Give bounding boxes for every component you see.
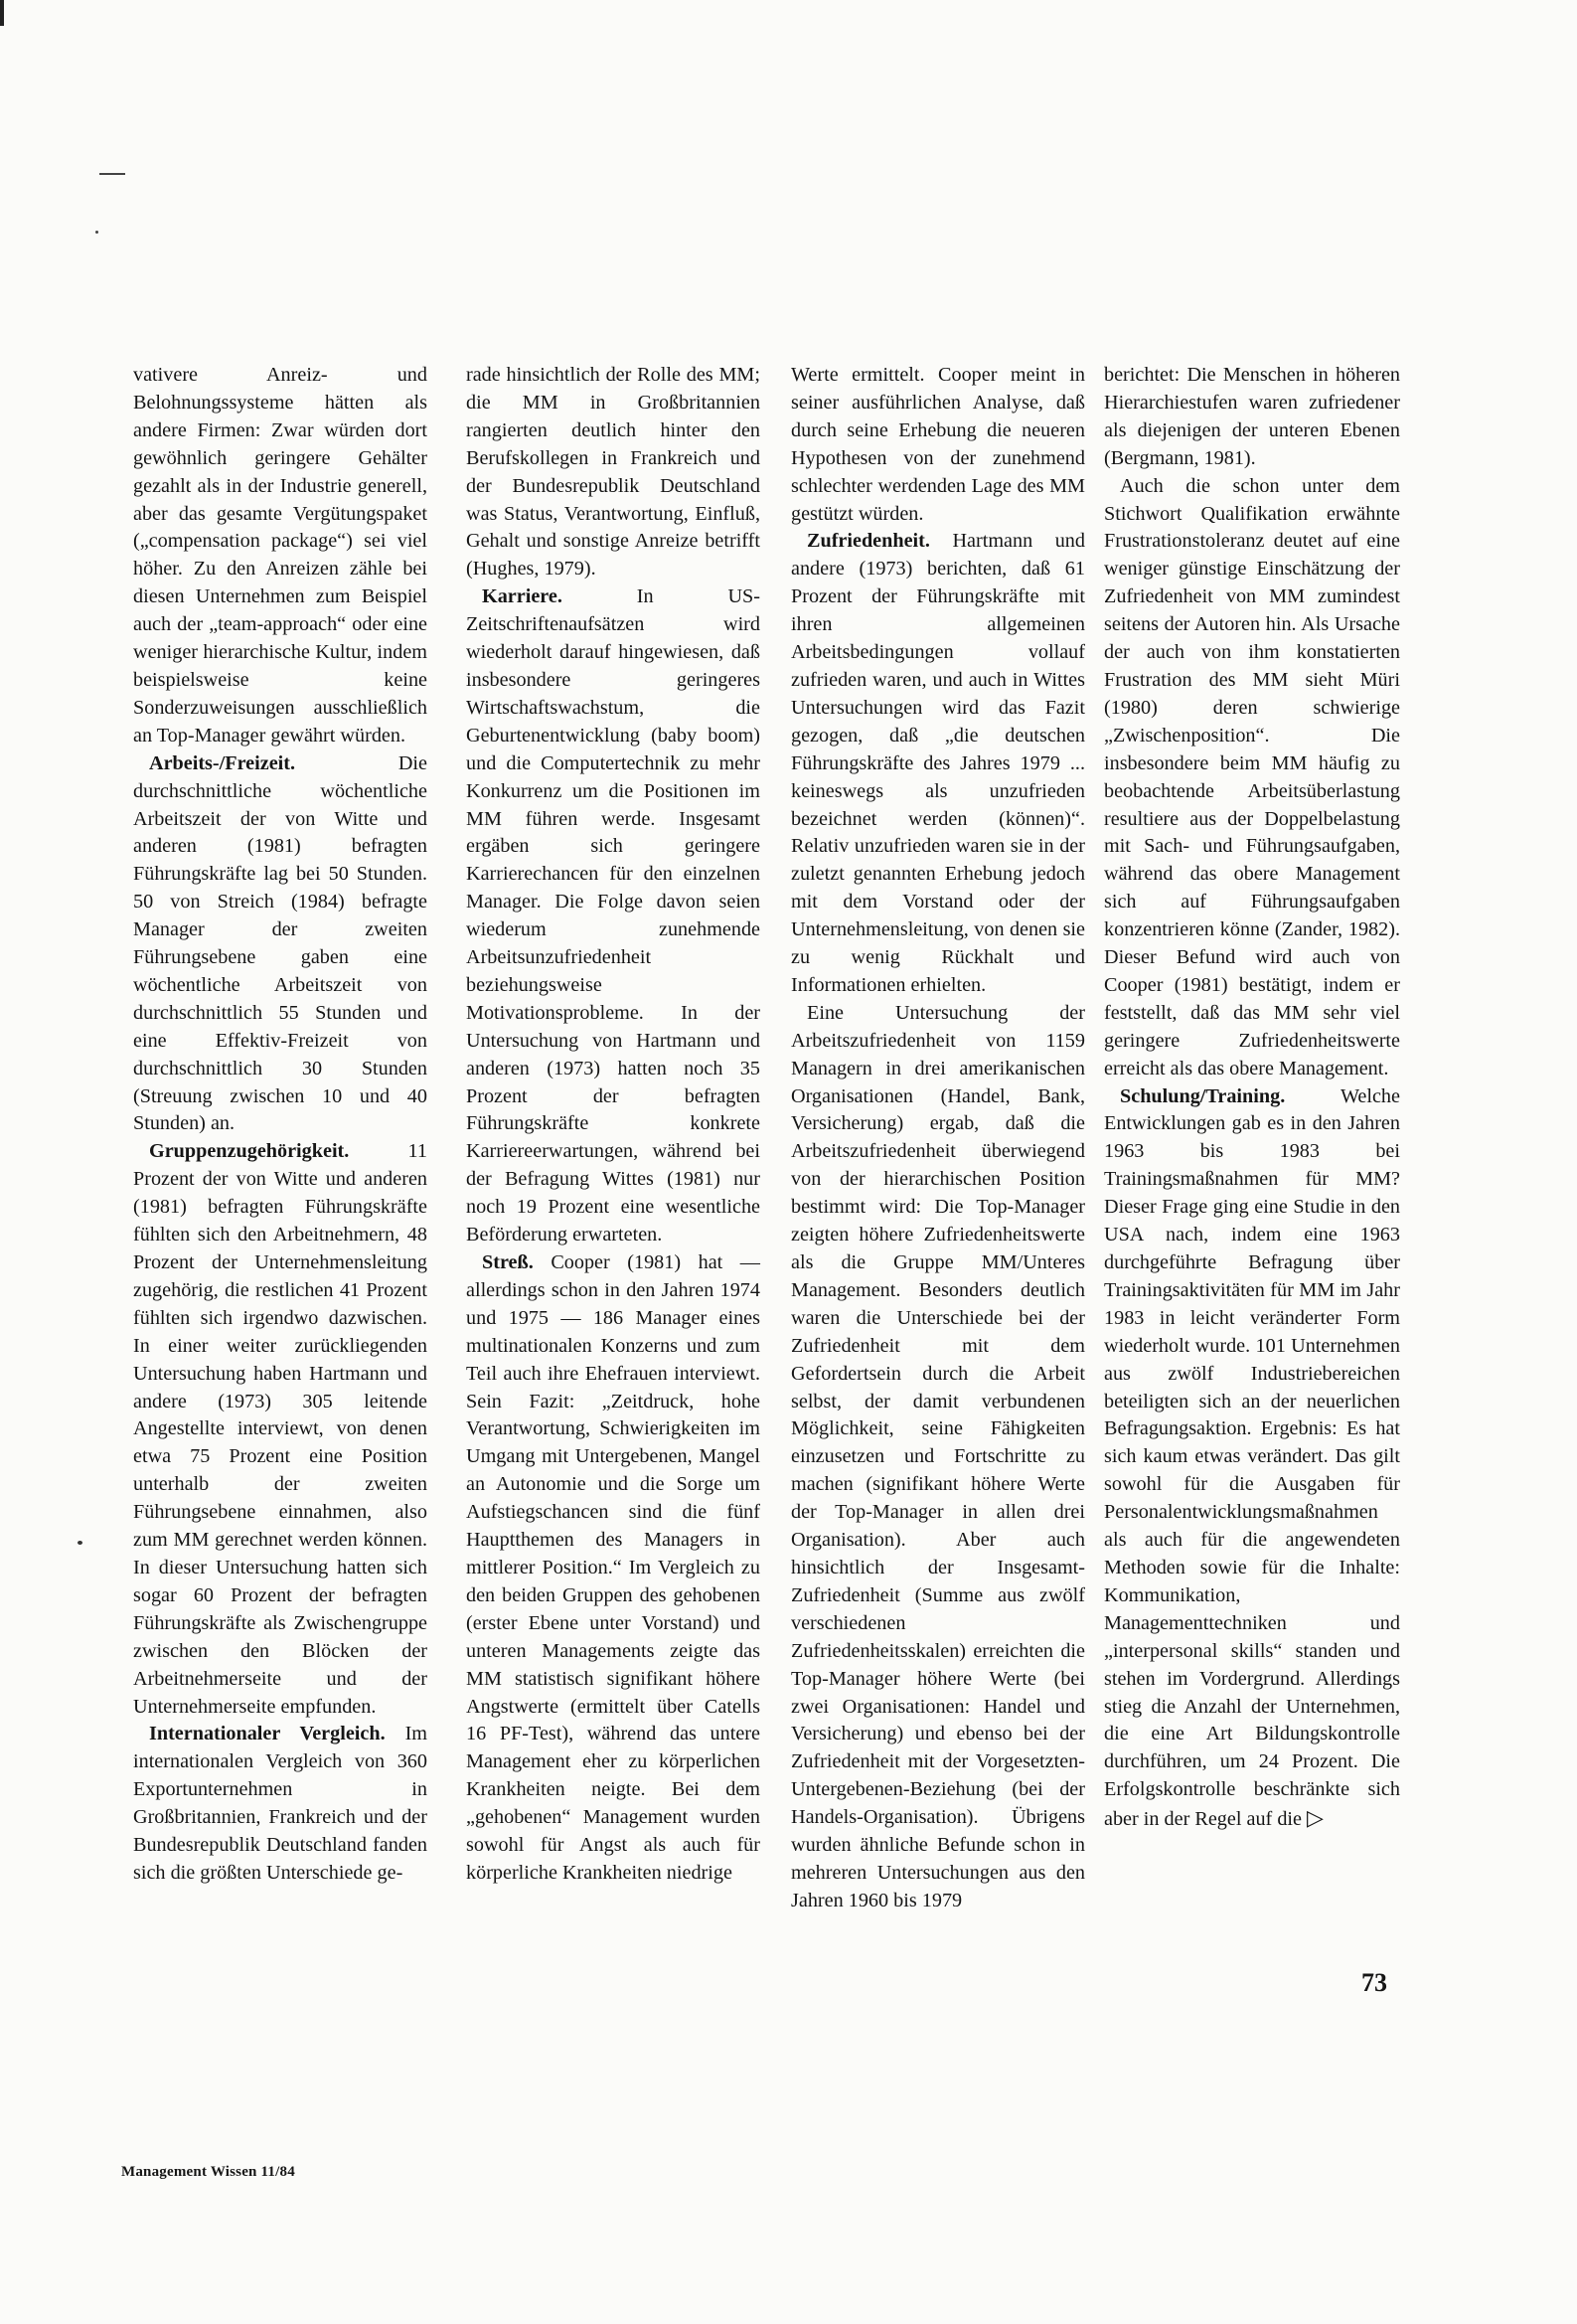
section-heading-gruppenzugehoerigkeit: Gruppenzugehörigkeit. — [149, 1140, 350, 1163]
scan-edge-mark — [0, 0, 4, 26]
text-column-3 — [791, 362, 1085, 1915]
scan-dot-mark — [95, 231, 98, 234]
section-heading-karriere: Karriere. — [482, 585, 562, 608]
paragraph: Eine Untersuchung der Arbeitszufriedenheit von 1159 Managern in drei amerikanischen Organisationen (Handel, Bank, Versicherung) ergab, daß die Arbeitszufriedenheit überwiegend von der hierarchischen Position bestimmt wird: Die Top-Manager zeigten höhere Zufriedenheitswerte als die Gruppe MM/Unteres Management. Besonders deutlich waren die Unterschiede bei der Zufriedenheit mit dem Gefordertsein durch die Arbeit selbst, der damit verbundenen Möglichkeit, seine Fähigkeiten einzusetzen und Fortschritte zu machen (signifikant höhere Werte der Top-Manager in allen drei Organisation). Aber auch hinsichtlich der Insgesamt-Zufriedenheit (Summe aus zwölf verschiedenen Zufriedenheitsskalen) erreichten die Top-Manager höhere Werte (bei zwei Organisationen: Handel und Versicherung) und ebenso bei der Zufriedenheit mit der Vorgesetzten-Untergebenen-Beziehung (bei der Handels-Organisation). Übrigens wurden ähnliche Befunde schon in mehreren Untersuchungen aus den Jahren 1960 bis 1979 — [791, 1001, 1085, 1911]
scan-dot-mark-margin — [78, 1541, 82, 1545]
paragraph — [791, 528, 1085, 999]
section-heading-schulung-training: Schulung/Training. — [1120, 1084, 1286, 1107]
paragraph: Auch die schon unter dem Stichwort Qualifikation erwähnte Frustrationstoleranz deutet auf eine weniger günstige Einschätzung der Zufriedenheit von MM zumindest seitens der Autoren hin. Als Ursache der auch von ihm konstatierten Frustration des MM sieht Müri (1980) deren schwierige „Zwischenposition“. Die insbesondere beim MM häufig zu beobachtende Arbeitsüberlastung resultiere aus der Doppelbelastung mit Sach- und Führungsaufgaben, während das obere Management sich auf Führungsaufgaben konzentrieren könne (Zander, 1982). Dieser Befund wird auch von Cooper (1981) bestätigt, indem er feststellt, daß das MM sehr viel geringere Zufriedenheitswerte erreicht als das obere Management. — [1104, 474, 1400, 1079]
paragraph: berichtet: Die Menschen in höheren Hierarchiestufen waren zufriedener als diejenigen der unteren Ebenen (Bergmann, 1981). — [1104, 364, 1400, 469]
paragraph — [466, 1249, 760, 1888]
scan-dash-mark — [99, 173, 125, 175]
text-column-4 — [1104, 362, 1400, 1834]
footer-publication: Management Wissen 11/84 — [121, 2164, 295, 2180]
paragraph-text: Cooper (1981) hat — allerdings schon in den Jahren 1974 und 1975 — 186 Manager eines multinationalen Konzerns und zum Teil auch ihre Ehefrauen interviewt. Sein Fazit: „Zeitdruck, hohe Verantwortung, Schwierigkeiten im Umgang mit Untergebenen, Mangel an Autonomie und die Sorge um Aufstiegschancen sind die fünf Hauptthemen des Managers in mittlerer Position.“ Im Vergleich zu den beiden Gruppen des gehobenen (erster Ebene unter Vorstand) und unteren Managements zeigte das MM statistisch signifikant höhere Angstwerte (ermittelt über Catells 16 PF-Test), während das untere Management eher zu körperlichen Krankheiten neigte. Bei dem „gehobenen“ Management wurden sowohl für Angst als auch für körperliche Krankheiten niedrige — [466, 1251, 760, 1884]
paragraph-text: Im internationalen Vergleich von 360 Exportunternehmen in Großbritannien, Frankreich und der Bundesrepublik Deutschland fanden sich die größten Unterschiede ge- — [133, 1723, 427, 1884]
section-heading-zufriedenheit: Zufriedenheit. — [807, 530, 930, 553]
paragraph-text: Die durchschnittliche wöchentliche Arbeitszeit der von Witte und anderen (1981) befragten Führungskräfte lag bei 50 Stunden. 50 von Streich (1984) befragte Manager der zweiten Führungsebene gaben eine wöchentliche Arbeitszeit von durchschnittlich 55 Stunden und eine Effektiv-Freizeit von durchschnittlich 30 Stunden (Streuung zwischen 10 und 40 Stunden) an. — [133, 751, 427, 1135]
paragraph — [133, 1138, 427, 1721]
paragraph — [133, 1721, 427, 1887]
paragraph: vativere Anreiz- und Belohnungssysteme hätten als andere Firmen: Zwar würden dort gewöhnlich geringere Gehälter gezahlt als in der Industrie generell, aber das gesamte Vergütungspaket („compensation package“) sei viel höher. Zu den Anreizen zähle bei diesen Unternehmen zum Beispiel auch der „team-approach“ oder eine weniger hierarchische Kultur, indem beispielsweise keine Sonderzuweisungen ausschließlich an Top-Manager gewährt würden. — [133, 364, 427, 747]
paragraph — [466, 583, 760, 1249]
paragraph-text: Hartmann und andere (1973) berichten, daß 61 Prozent der Führungskräfte mit ihren allgemeinen Arbeitsbedingungen vollauf zufrieden waren, und auch in Wittes Untersuchungen wird das Fazit gezogen, daß „die deutschen Führungskräfte des Jahres 1979 ... keineswegs als unzufrieden bezeichnet werden (können)“. Relativ unzufrieden waren sie in der zuletzt genannten Erhebung jedoch mit dem Vorstand oder der Unternehmensleitung, von denen sie zu wenig Rückhalt und Informationen erhielten. — [791, 530, 1085, 996]
section-heading-arbeitszeit: Arbeits-/Freizeit. — [149, 751, 296, 774]
continue-arrow-icon: ▷ — [1307, 1805, 1324, 1831]
paragraph-text: In US-Zeitschriftenaufsätzen wird wiederholt darauf hingewiesen, daß insbesondere geringeres Wirtschaftswachstum, die Geburtenentwicklung (baby boom) und die Computertechnik zu mehr Konkurrenz um die Positionen im MM führen werde. Insgesamt ergäben sich geringere Karrierechancen für den einzelnen Manager. Die Folge davon seien wiederum zunehmende Arbeitsunzufriedenheit beziehungsweise Motivationsprobleme. In der Untersuchung von Hartmann und anderen (1973) hatten noch 35 Prozent der befragten Führungskräfte konkrete Karriereerwartungen, während bei der Befragung Wittes (1981) nur noch 19 Prozent eine wesentliche Beförderung erwarteten. — [466, 585, 760, 1246]
paragraph: Werte ermittelt. Cooper meint in seiner ausführlichen Analyse, daß durch seine Erhebung die neueren Hypothesen von der zunehmend schlechter werdenden Lage des MM gestützt würden. — [791, 364, 1085, 525]
paragraph — [133, 750, 427, 1139]
page-number: 73 — [1361, 1968, 1387, 1997]
paragraph-text: 11 Prozent der von Witte und anderen (1981) befragten Führungskräfte fühlten sich den Arbeitnehmern, 48 Prozent der Unternehmensleitung zugehörig, die restlichen 41 Prozent fühlten sich irgendwo dazwischen. In einer weiter zurückliegenden Untersuchung haben Hartmann und andere (1973) 305 leitende Angestellte interviewt, von denen etwa 75 Prozent eine Position unterhalb der zweiten Führungsebene einnahmen, also zum MM gerechnet werden können. In dieser Untersuchung hatten sich sogar 60 Prozent der befragten Führungskräfte als Zwischengruppe zwischen den Blöcken der Arbeitnehmerseite und der Unternehmerseite empfunden. — [133, 1140, 427, 1718]
text-column-2 — [466, 362, 760, 1888]
paragraph — [1104, 1083, 1400, 1834]
section-heading-stress: Streß. — [482, 1251, 534, 1273]
paragraph: rade hinsichtlich der Rolle des MM; die MM in Großbritannien rangierten deutlich hinter den Berufskollegen in Frankreich und der Bundesrepublik Deutschland was Status, Verantwortung, Einfluß, Gehalt und sonstige Anreize betrifft (Hughes, 1979). — [466, 364, 760, 581]
section-heading-internationaler-vergleich: Internationaler Vergleich. — [149, 1723, 386, 1745]
paragraph-text: Welche Entwicklungen gab es in den Jahren 1963 bis 1983 bei Trainingsmaßnahmen für MM? Dieser Frage ging eine Studie in den USA nach, indem eine 1963 durchgeführte Befragung über Trainingsaktivitäten für MM im Jahr 1983 in leicht veränderter Form wiederholt wurde. 101 Unternehmen aus zwölf Industriebereichen beteiligten sich an der neuerlichen Befragungsaktion. Ergebnis: Es hat sich kaum etwas verändert. Das gilt sowohl für die Ausgaben für Personalentwicklungsmaßnahmen als auch für die angewendeten Methoden sowie für die Inhalte: Kommunikation, Managementtechniken und „interpersonal skills“ standen und stehen im Vordergrund. Allerdings stieg die Anzahl der Unternehmen, die eine Art Bildungskontrolle durchführen, um 24 Prozent. Die Erfolgskontrolle beschränkte sich aber in der Regel auf die — [1104, 1084, 1400, 1831]
text-column-1 — [133, 362, 427, 1888]
